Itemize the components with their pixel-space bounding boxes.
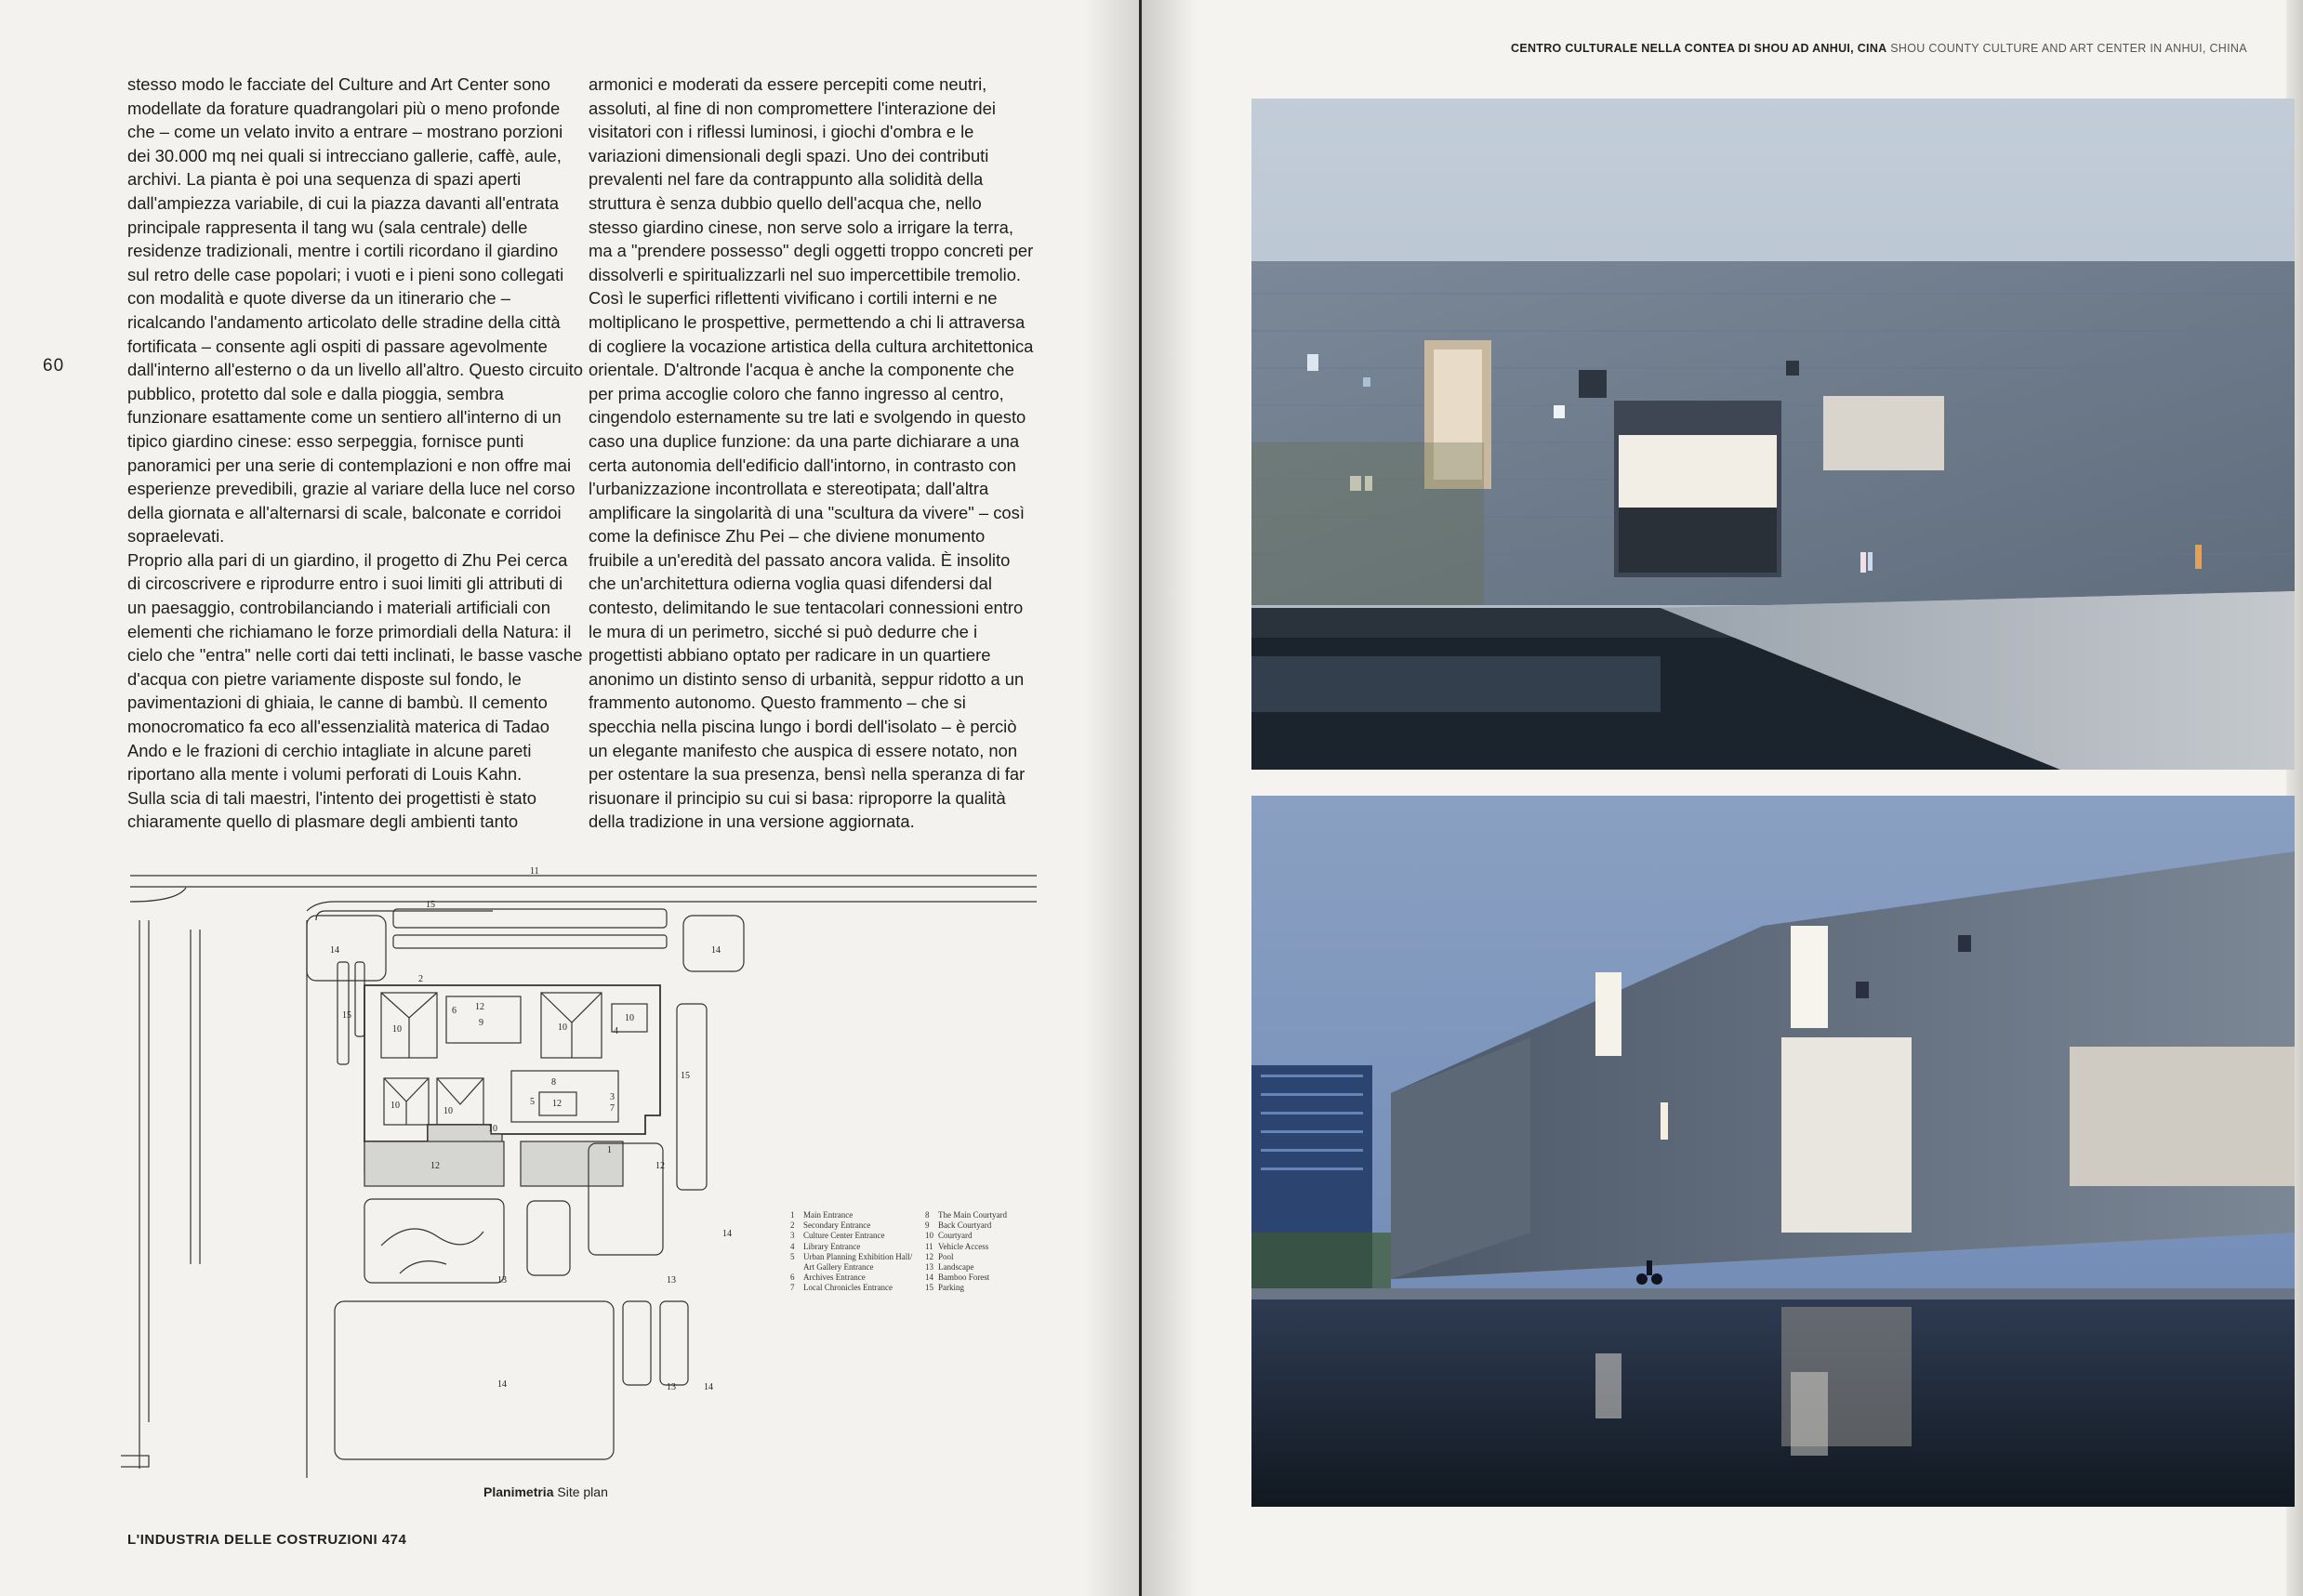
- plan-label: 14: [711, 945, 721, 956]
- parking-strip: [393, 935, 667, 948]
- trees: [1251, 1233, 1391, 1288]
- window-reflection: [1595, 1353, 1621, 1418]
- landscape-path: [381, 1229, 483, 1246]
- plan-label: 13: [497, 1275, 507, 1286]
- small-window: [1363, 377, 1370, 387]
- small-window: [1786, 361, 1799, 376]
- text-column-2: [589, 73, 1035, 834]
- small-window: [1554, 405, 1565, 418]
- legend-item: 4 Library Entrance: [790, 1241, 861, 1251]
- small-window: [1856, 982, 1869, 998]
- plan-label: 12: [430, 1161, 440, 1171]
- legend-item: 5 Urban Planning Exhibition Hall/ Art Gallery Entrance: [790, 1251, 913, 1273]
- bamboo: [1251, 442, 1484, 605]
- plan-label: 5: [530, 1097, 535, 1107]
- plan-label: 6: [452, 1006, 457, 1016]
- legend-item: 3 Culture Center Entrance: [790, 1231, 885, 1241]
- legend-item: 9 Back Courtyard: [925, 1220, 992, 1231]
- landscape-block: [527, 1201, 570, 1275]
- page-number: 60: [43, 356, 65, 376]
- legend-item: 2 Secondary Entrance: [790, 1220, 871, 1231]
- plan-label: 4: [614, 1026, 618, 1036]
- roof-line: [437, 1078, 483, 1104]
- plan-label: 10: [392, 1024, 402, 1035]
- paragraph: armonici e moderati da essere percepiti come neutri, assoluti, al fine di non compromettere l'interazione dei visitatori con i riflessi luminosi, i giochi d'ombra e le variazioni dimensionali degli spazi. Uno dei contributi prevalenti nel fare da contrappunto alla solidità della struttura è senza dubbio quello dell'acqua che, nello stesso giardino cinese, non serve solo a irrigare la terra, ma a "prendere possesso" degli oggetti troppo concreti per dissolverli e spiritualizzarli nel suo impercettibile tremolio. Così le superfici riflettenti vivificano i cortili interni e ne moltiplicano le prospettive, permettendo a chi li attraversa di cogliere la vocazione artistica della cultura architettonica orientale. D'altronde l'acqua è anche la componente che per prima accoglie coloro che fanno ingresso al centro, cingendolo esternamente su tre lati e svolgendo in questo caso una duplice funzione: da una parte dichiarare a una certa autonomia dell'edificio dall'intorno, in contrasto con l'urbanizzazione incontrollata e stereotipata; dall'altra amplificare la singolarità di una "scultura da vivere" – così come la definisce Zhu Pei – che diviene monumento fruibile a un'eredità del passato ancora valida. È insolito che un'architettura odierna voglia quasi difendersi dal contesto, delimitando le sue tentacolari connessioni entro le mura di un perimetro, sicché si può dedurre che i progettisti abbiano optato per radicare in un quartiere anonimo un distinto senso di urbanità, seppur ridotto a un frammento autonomo. Questo frammento – che si specchia nella piscina lungo i bordi dell'isolato – è perciò un elegante manifesto che auspica di essere notato, non per ostentare la sua presenza, bensì nella speranza di far risuonare il principio su cui si basa: riproporre la qualità della tradizione in una versione aggiornata.: [589, 74, 1034, 832]
- legend-item: 14 Bamboo Forest: [925, 1273, 990, 1283]
- plan-label: 9: [479, 1018, 483, 1028]
- caption-italian: Planimetria: [483, 1484, 554, 1499]
- photo-facade-svg: [1251, 99, 2295, 770]
- paragraph: Proprio alla pari di un giardino, il progetto di Zhu Pei cerca di circoscrivere e riprodurre entro i suoi limiti gli attributi di un paesaggio, controbilanciando i materiali artificiali con elementi che richiamano le forze primordiali della Natura: il cielo che "entra" nelle corti dai tetti inclinati, le basse vasche d'acqua con pietre variamente disposte sul fondo, le pavimentazioni di ghiaia, le canne di bambù. Il cemento monocromatico fa eco all'essenzialità materica di Tadao Ando e le frazioni di cerchio intagliate in alcune pareti riportano alla mente i volumi perforati di Louis Kahn.: [127, 549, 583, 785]
- plan-label: 12: [552, 1099, 562, 1109]
- legend-column-left: [790, 1210, 916, 1294]
- bamboo-block: [660, 1301, 688, 1385]
- site-plan-svg: [121, 864, 1041, 1478]
- plan-label: 1: [607, 1145, 612, 1155]
- paragraph: stesso modo le facciate del Culture and Art Center sono modellate da forature quadrangolari più o meno profonde che – come un velato invito a entrare – mostrano porzioni dei 30.000 mq nei quali si intrecciano gallerie, caffè, aule, archivi. La pianta è poi una sequenza di spazi aperti dall'ampiezza variabile, di cui la piazza davanti all'entrata principale rappresenta il tang wu (sala centrale) delle residenze tradizionali, mentre i cortili ricordano il giardino sul retro delle case popolari; i vuoti e i pieni sono collegati con modalità e quote diverse da un itinerario che – ricalcando l'andamento articolato delle stradine della città fortificata – consente agli ospiti di passare agevolmente dall'interno all'esterno o da un livello all'altro. Questo circuito pubblico, protetto dal sole e dalla pioggia, sembra funzionare esattamente come un sentiero all'interno di un tipico giardino cinese: esso serpeggia, fornisce punti panoramici per una serie di contemplazioni e non offre mai esperienze prevedibili, grazie al variare della luce nel corso della giornata e all'alternarsi di scale, balconate e corridoi sopraelevati.: [127, 74, 583, 547]
- photo-facade-plaza: [1251, 99, 2295, 770]
- plan-label: 14: [704, 1382, 713, 1392]
- header-italian: CENTRO CULTURALE NELLA CONTEA DI SHOU AD ANHUI, CINA: [1511, 42, 1887, 55]
- parking-strip: [677, 1004, 707, 1190]
- plan-label: 10: [625, 1013, 634, 1023]
- landscape-block: [623, 1301, 651, 1385]
- road-edge: [121, 1456, 149, 1467]
- plan-label: 13: [667, 1382, 676, 1392]
- site-plan-legend: [790, 1210, 1051, 1294]
- caption-english: Site plan: [557, 1484, 608, 1499]
- plan-label: 14: [497, 1379, 507, 1390]
- legend-item: 1 Main Entrance: [790, 1210, 854, 1220]
- lit-slot-window: [1595, 972, 1621, 1056]
- legend-column-right: [925, 1210, 1051, 1294]
- parking-strip: [355, 962, 364, 1036]
- running-header: [1511, 42, 2303, 55]
- lit-slot-window: [1791, 926, 1828, 1028]
- landscape-path: [400, 1261, 446, 1273]
- legend-item: 10 Courtyard: [925, 1231, 973, 1241]
- plan-label: 10: [443, 1106, 453, 1116]
- plan-label: 12: [655, 1161, 665, 1171]
- roof-line: [541, 993, 602, 1058]
- plan-label: 11: [530, 866, 539, 877]
- wall-light: [1661, 1102, 1668, 1140]
- balcony-opening: [1823, 396, 1944, 470]
- plan-label: 14: [722, 1229, 732, 1239]
- roof-line: [381, 993, 437, 1058]
- site-plan-caption: [483, 1484, 608, 1499]
- bamboo-block: [335, 1301, 614, 1459]
- legend-item: 8 The Main Courtyard: [925, 1210, 1007, 1220]
- plan-label: 12: [475, 1002, 484, 1012]
- plan-label: 10: [390, 1101, 400, 1111]
- legend-item: 7 Local Chronicles Entrance: [790, 1283, 893, 1293]
- bamboo-block: [307, 916, 386, 981]
- plan-label: 15: [342, 1010, 351, 1021]
- legend-item: 15 Parking: [925, 1283, 964, 1293]
- small-window: [1958, 935, 1971, 952]
- plan-label: 15: [426, 900, 435, 910]
- reflection: [1251, 656, 1661, 712]
- photo-dusk-svg: [1251, 796, 2295, 1507]
- right-page: [1142, 0, 2303, 1596]
- reflecting-pool: [1251, 1299, 2295, 1507]
- legend-item: 12 Pool: [925, 1251, 954, 1261]
- courtyard: [511, 1071, 618, 1122]
- small-window: [1307, 354, 1318, 371]
- lit-balcony: [2070, 1047, 2295, 1186]
- site-plan-drawing: [121, 864, 1041, 1478]
- magazine-footer: L'INDUSTRIA DELLE COSTRUZIONI 474: [127, 1532, 407, 1548]
- left-page: [0, 0, 1139, 1596]
- window-reflection: [1791, 1372, 1828, 1456]
- plan-label: 7: [610, 1103, 615, 1114]
- legend-item: 11 Vehicle Access: [925, 1241, 989, 1251]
- plan-label: 8: [551, 1077, 556, 1088]
- lit-opening: [1781, 1037, 1912, 1233]
- legend-item: 13 Landscape: [925, 1262, 974, 1273]
- entrance-shadow: [1619, 508, 1777, 573]
- paragraph: Sulla scia di tali maestri, l'intento dei progettisti è stato chiaramente quello di plasmare degli ambienti tanto: [127, 787, 536, 832]
- plan-label: 10: [488, 1124, 497, 1134]
- plan-label: 13: [667, 1275, 676, 1286]
- plan-label: 15: [681, 1071, 690, 1081]
- bamboo-block: [683, 916, 744, 971]
- small-window: [1579, 370, 1607, 398]
- gutter-shadow: [1083, 0, 1139, 1596]
- plan-label: 3: [610, 1092, 615, 1102]
- building-outline: [364, 985, 660, 1141]
- entrance-light: [1619, 435, 1777, 509]
- road-curve: [130, 888, 186, 902]
- pool-edge: [1251, 1288, 2295, 1299]
- text-column-1: [127, 73, 583, 834]
- plan-label: 14: [330, 945, 339, 956]
- plan-label: 10: [558, 1022, 567, 1033]
- parking-strip: [393, 909, 667, 928]
- photo-dusk-reflection: [1251, 796, 2295, 1507]
- gutter-shadow: [1142, 0, 1198, 1596]
- plan-label: 2: [418, 974, 423, 984]
- legend-item: 6 Archives Entrance: [790, 1273, 866, 1283]
- header-english: SHOU COUNTY CULTURE AND ART CENTER IN ANHUI, CHINA: [1890, 42, 2247, 55]
